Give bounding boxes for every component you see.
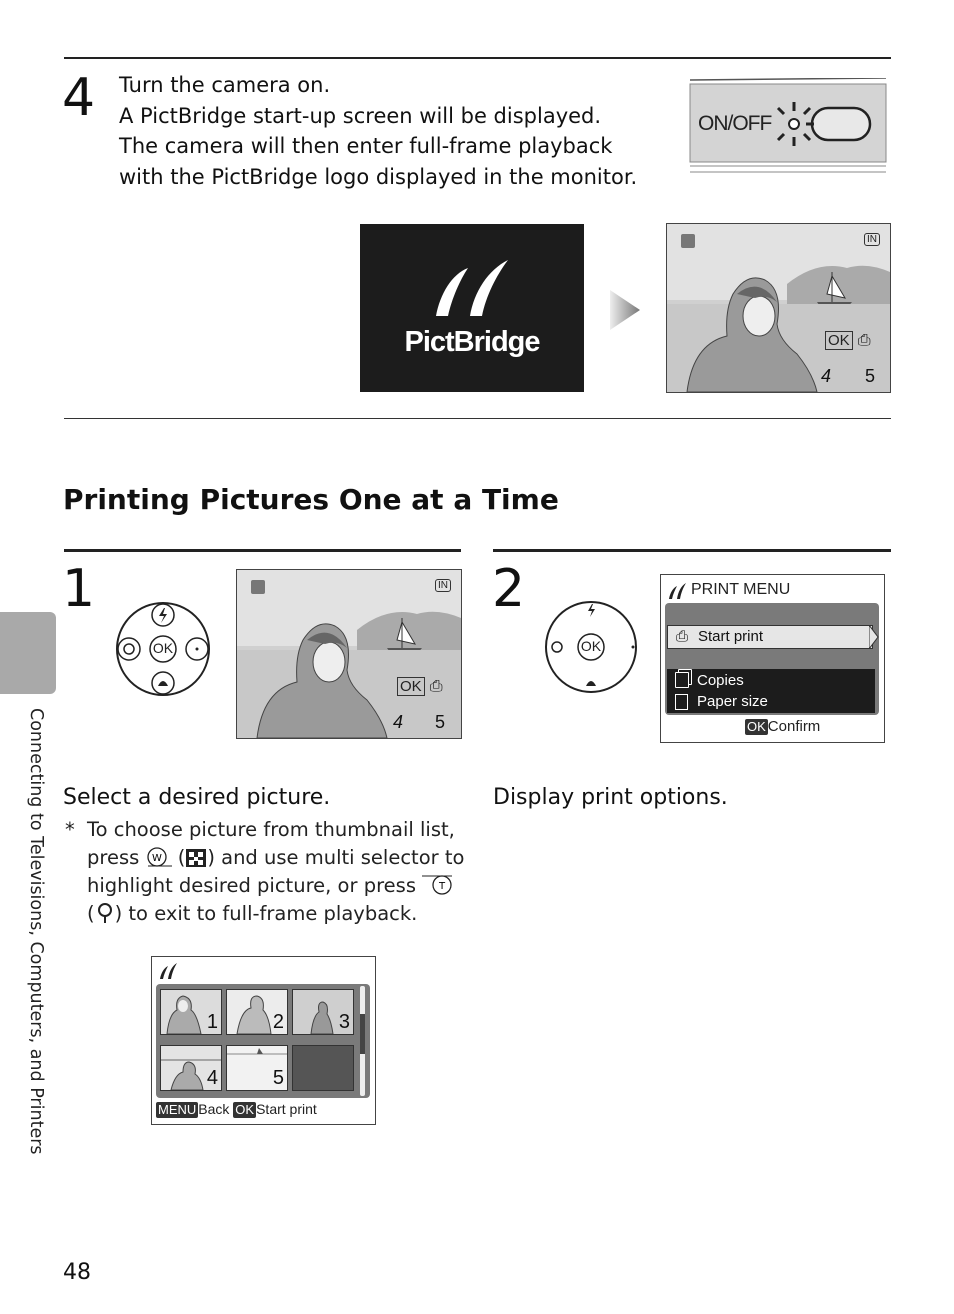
page-number: 48 bbox=[63, 1260, 91, 1285]
menu-item-paper-size bbox=[667, 692, 875, 712]
note-line-4-tail: ) to exit to full-frame playback. bbox=[114, 902, 418, 925]
copies-icon bbox=[675, 672, 689, 688]
step-1-rule bbox=[64, 549, 461, 552]
selection-arrow-icon bbox=[869, 625, 879, 649]
confirm-label: Confirm bbox=[767, 718, 821, 735]
frame-counter-left: 4 bbox=[821, 366, 832, 386]
svg-text:W: W bbox=[151, 853, 162, 864]
magnify-icon bbox=[95, 902, 115, 924]
internal-memory-icon: IN bbox=[435, 579, 451, 592]
pictbridge-small-icon bbox=[251, 580, 265, 594]
step-4-line-4: with the PictBridge logo displayed in the monitor. bbox=[119, 164, 638, 189]
frame-counter-right: 5 bbox=[865, 366, 876, 386]
note-line-1: To choose picture from thumbnail list, bbox=[87, 818, 455, 841]
menu-dark-section bbox=[667, 669, 875, 713]
thumbnail-scrollbar bbox=[360, 986, 365, 1096]
print-menu-title: PRINT MENU bbox=[691, 581, 791, 598]
menu-item-label: Copies bbox=[697, 672, 744, 689]
thumbnail-1 bbox=[160, 989, 222, 1035]
step-4-line-2: A PictBridge start-up screen will be displayed. bbox=[119, 103, 602, 128]
thumbnail-4 bbox=[160, 1045, 222, 1091]
top-rule bbox=[64, 57, 891, 59]
printer-icon: ⎙ bbox=[857, 330, 871, 349]
thumbnail-number: 4 bbox=[206, 1067, 218, 1089]
thumbnail-2 bbox=[226, 989, 288, 1035]
print-menu-screen bbox=[660, 574, 885, 743]
thumbnail-grid bbox=[156, 984, 370, 1098]
section-title: Printing Pictures One at a Time bbox=[63, 483, 559, 516]
printer-icon: ⎙ bbox=[676, 627, 689, 645]
selector-ok-button: OK bbox=[580, 638, 602, 654]
arrow-right-icon bbox=[608, 288, 642, 332]
pictbridge-label: PictBridge bbox=[404, 326, 540, 358]
paper-icon bbox=[675, 694, 688, 710]
back-label: Back bbox=[198, 1101, 230, 1117]
ok-print-indicator bbox=[825, 330, 871, 350]
step-4-line-1: Turn the camera on. bbox=[119, 73, 331, 97]
scrollbar-thumb bbox=[360, 1014, 365, 1054]
multi-selector-step1 bbox=[114, 600, 212, 698]
thumbnail-number: 3 bbox=[338, 1011, 350, 1033]
note-paren-open: ( bbox=[177, 846, 186, 869]
menu-item-label: Start print bbox=[698, 628, 764, 645]
step-2-number: 2 bbox=[492, 559, 526, 619]
onoff-label: ON/OFF bbox=[698, 112, 772, 135]
thumbnail-5 bbox=[226, 1045, 288, 1091]
step-4-text bbox=[119, 70, 679, 192]
frame-counter-left: 4 bbox=[393, 712, 404, 732]
ok-print-indicator bbox=[397, 676, 443, 696]
thumbnail-icon bbox=[185, 848, 207, 868]
note-press-text: press bbox=[87, 846, 140, 869]
multi-selector-step2 bbox=[543, 600, 639, 694]
playback-screen-step4 bbox=[666, 223, 891, 393]
start-print-label: Start print bbox=[256, 1101, 317, 1117]
ok-button-label: OK bbox=[235, 1102, 255, 1117]
menu-button-label: MENU bbox=[158, 1102, 197, 1117]
thumbnail-number: 2 bbox=[272, 1011, 284, 1033]
thumbnail-number: 5 bbox=[272, 1067, 284, 1089]
note-bullet: * bbox=[65, 818, 75, 841]
playback-screen-step1 bbox=[236, 569, 462, 739]
svg-text:T: T bbox=[439, 881, 446, 892]
step-1-number: 1 bbox=[62, 559, 96, 619]
note-line-4 bbox=[87, 900, 417, 928]
selector-ok-button: OK bbox=[152, 640, 174, 656]
ok-indicator: OK bbox=[397, 677, 425, 696]
print-menu-footer bbox=[745, 718, 820, 735]
note-line-2-tail: ) and use multi selector to bbox=[207, 846, 465, 869]
step-2-rule bbox=[493, 549, 891, 552]
zoom-wide-button-icon bbox=[146, 847, 172, 867]
thumbnail-footer bbox=[156, 1101, 317, 1118]
pictbridge-logo-icon bbox=[430, 254, 514, 324]
side-tab-label: Connecting to Televisions, Computers, and Printers bbox=[26, 708, 46, 1155]
zoom-tele-button-icon bbox=[422, 874, 454, 896]
printer-icon: ⎙ bbox=[429, 676, 443, 695]
ok-indicator: OK bbox=[825, 331, 853, 350]
side-tab-marker bbox=[0, 612, 56, 694]
pictbridge-splash bbox=[360, 224, 584, 392]
thumbnail-number: 1 bbox=[206, 1011, 218, 1033]
step-1-heading: Select a desired picture. bbox=[63, 785, 331, 810]
onoff-illustration bbox=[688, 78, 888, 174]
step-2-heading: Display print options. bbox=[493, 785, 728, 810]
internal-memory-icon: IN bbox=[864, 233, 880, 246]
step-4-bottom-rule bbox=[64, 418, 891, 419]
step-4-number: 4 bbox=[62, 68, 96, 128]
menu-item-copies bbox=[667, 671, 875, 691]
pictbridge-small-icon bbox=[158, 961, 178, 981]
note-line-3 bbox=[87, 872, 454, 900]
thumbnail-screen bbox=[151, 956, 376, 1125]
ok-button-label: OK bbox=[747, 719, 766, 734]
menu-item-label: Paper size bbox=[697, 693, 768, 710]
menu-item-start-print bbox=[667, 625, 873, 649]
pictbridge-small-icon bbox=[681, 234, 695, 248]
note-paren-open-2: ( bbox=[87, 902, 95, 925]
thumbnail-empty bbox=[292, 1045, 354, 1091]
note-line-3-text: highlight desired picture, or press bbox=[87, 874, 416, 897]
step-4-line-3: The camera will then enter full-frame playback bbox=[119, 134, 613, 158]
pictbridge-small-icon bbox=[667, 581, 687, 601]
thumbnail-3 bbox=[292, 989, 354, 1035]
note-line-2 bbox=[87, 844, 464, 872]
frame-counter-right: 5 bbox=[435, 712, 446, 732]
